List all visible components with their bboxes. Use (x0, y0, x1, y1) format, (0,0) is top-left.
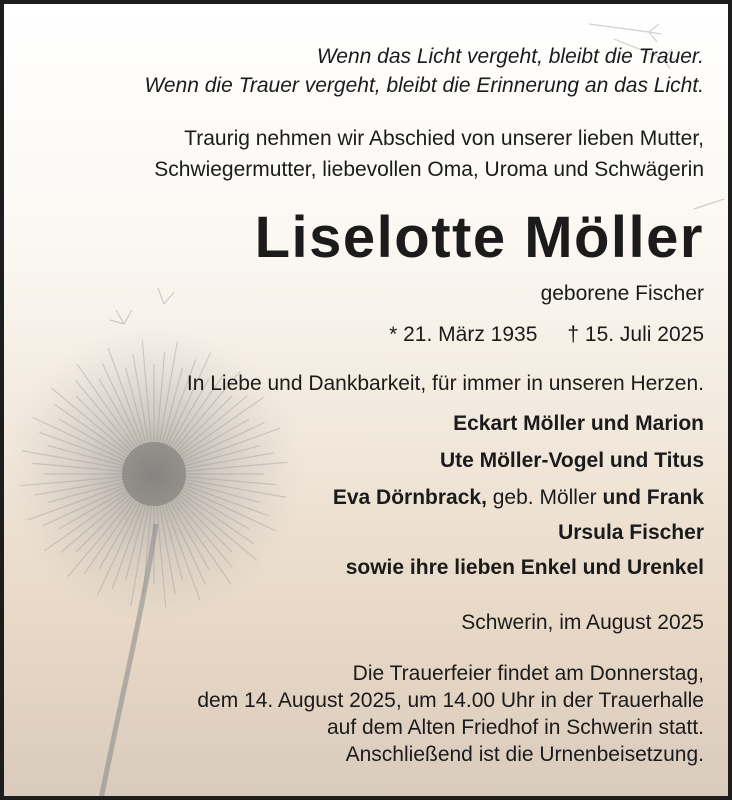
deceased-name: Liselotte Möller (254, 205, 704, 270)
funeral-line-3: auf dem Alten Friedhof in Schwerin statt. (326, 716, 704, 739)
mourner-1: Eckart Möller und Marion (453, 412, 704, 435)
intro-line-1: Traurig nehmen wir Abschied von unserer lieben Mutter, (184, 127, 704, 150)
dedication: In Liebe und Dankbarkeit, für immer in unseren Herzen. (186, 372, 704, 395)
mourner-5: sowie ihre lieben Enkel und Urenkel (345, 556, 704, 579)
funeral-line-4: Anschließend ist die Urnenbeisetzung. (345, 743, 704, 766)
mourner-3 (333, 485, 704, 511)
mourner-3-partner: und Frank (602, 486, 704, 509)
motto-line-2: Wenn die Trauer vergeht, bleibt die Erinnerung an das Licht. (144, 74, 704, 97)
mourner-4: Ursula Fischer (558, 521, 704, 544)
place-date: Schwerin, im August 2025 (461, 611, 704, 634)
death-date: † 15. Juli 2025 (567, 323, 704, 346)
mourner-3-maiden: geb. Möller (486, 486, 603, 509)
funeral-line-1: Die Trauerfeier findet am Donnerstag, (352, 662, 704, 685)
intro-line-2: Schwiegermutter, liebevollen Oma, Uroma und Schwägerin (154, 158, 704, 181)
mourner-2: Ute Möller-Vogel und Titus (439, 449, 704, 472)
funeral-line-2: dem 14. August 2025, um 14.00 Uhr in der Trauerhalle (197, 689, 704, 712)
birth-date: * 21. März 1935 (389, 323, 538, 346)
mourner-3-name: Eva Dörnbrack, (332, 486, 487, 509)
birth-name: geborene Fischer (540, 282, 704, 305)
obituary-text (4, 4, 732, 800)
life-dates (389, 322, 704, 348)
motto-line-1: Wenn das Licht vergeht, bleibt die Trauer. (316, 45, 704, 68)
